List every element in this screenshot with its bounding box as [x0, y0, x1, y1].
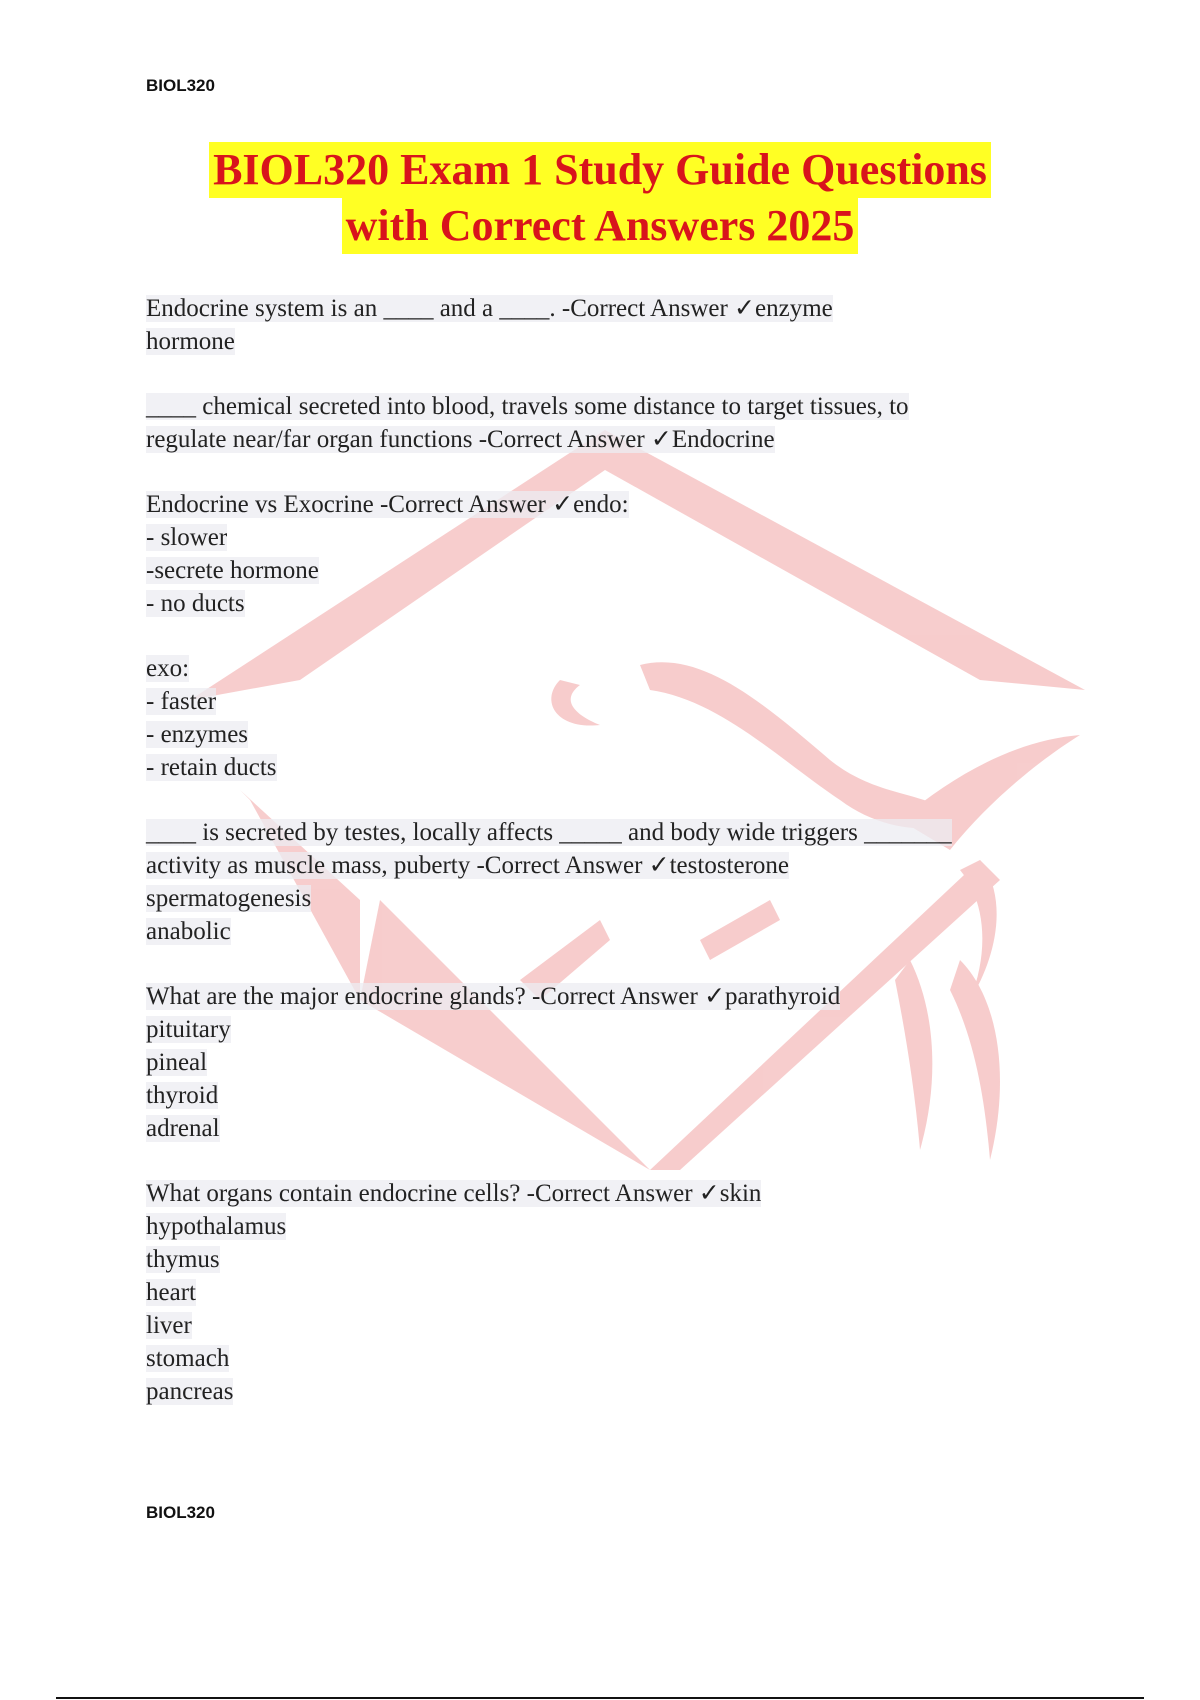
qa-line-text: hormone: [146, 328, 235, 355]
qa-line-text: pituitary: [146, 1016, 231, 1043]
qa-line-text: - enzymes: [146, 721, 249, 748]
qa-line: [146, 1112, 1066, 1145]
qa-line-text: hypothalamus: [146, 1213, 287, 1240]
qa-line: [146, 587, 1066, 620]
qa-line-text: anabolic: [146, 918, 231, 945]
qa-line: [146, 1375, 1066, 1408]
qa-line: [146, 751, 1066, 784]
qa-item: [146, 292, 1066, 358]
qa-line: [146, 325, 1066, 358]
qa-line: [146, 1276, 1066, 1309]
title-line-2: with Correct Answers 2025: [342, 198, 859, 254]
qa-line: [146, 1046, 1066, 1079]
qa-line-text: ____ chemical secreted into blood, travels some distance to target tissues, to: [146, 393, 909, 420]
qa-item: [146, 488, 1066, 620]
qa-line: [146, 488, 1066, 521]
qa-line-text: liver: [146, 1312, 192, 1339]
qa-line-text: What are the major endocrine glands? -Correct Answer ✓parathyroid: [146, 983, 841, 1010]
qa-line-text: exo:: [146, 655, 190, 682]
qa-item: [146, 816, 1066, 948]
qa-line-text: thyroid: [146, 1082, 219, 1109]
qa-line-text: ____ is secreted by testes, locally affects _____ and body wide triggers _______: [146, 819, 952, 846]
qa-line: [146, 980, 1066, 1013]
qa-line-text: - slower: [146, 524, 228, 551]
qa-line: [146, 1013, 1066, 1046]
title-line-1: BIOL320 Exam 1 Study Guide Questions: [209, 142, 991, 198]
qa-list: [146, 292, 1066, 1440]
qa-line-text: - faster: [146, 688, 217, 715]
qa-line: [146, 390, 1066, 423]
qa-line-text: Endocrine vs Exocrine -Correct Answer ✓endo:: [146, 491, 629, 518]
qa-line-text: regulate near/far organ functions -Correct Answer ✓Endocrine: [146, 426, 775, 453]
qa-line-text: pineal: [146, 1049, 208, 1076]
qa-line-text: activity as muscle mass, puberty -Correct Answer ✓testosterone: [146, 852, 790, 879]
qa-line: [146, 423, 1066, 456]
qa-line: [146, 554, 1066, 587]
document-title: [0, 142, 1200, 254]
qa-line: [146, 1177, 1066, 1210]
qa-line-text: stomach: [146, 1345, 230, 1372]
header-course-code: BIOL320: [146, 76, 215, 95]
qa-line: [146, 1309, 1066, 1342]
qa-line: [146, 1210, 1066, 1243]
qa-line: [146, 1342, 1066, 1375]
qa-line-text: - retain ducts: [146, 754, 277, 781]
qa-line: [146, 849, 1066, 882]
qa-line: [146, 685, 1066, 718]
qa-line-text: heart: [146, 1279, 196, 1306]
qa-line: [146, 652, 1066, 685]
qa-line: [146, 816, 1066, 849]
qa-line-text: What organs contain endocrine cells? -Correct Answer ✓skin: [146, 1180, 762, 1207]
qa-line: [146, 882, 1066, 915]
footer-course-code: BIOL320: [146, 1503, 215, 1522]
qa-line: [146, 521, 1066, 554]
qa-line-text: spermatogenesis: [146, 885, 312, 912]
qa-item: [146, 652, 1066, 784]
qa-item: [146, 980, 1066, 1145]
qa-line: [146, 1243, 1066, 1276]
qa-line-text: -secrete hormone: [146, 557, 319, 584]
qa-item: [146, 1177, 1066, 1408]
qa-line-text: pancreas: [146, 1378, 234, 1405]
qa-line-text: thymus: [146, 1246, 220, 1273]
qa-line-text: Endocrine system is an ____ and a ____. -Correct Answer ✓enzyme: [146, 295, 833, 322]
qa-line: [146, 292, 1066, 325]
qa-line: [146, 915, 1066, 948]
page-bottom-rule: [56, 1697, 1144, 1699]
qa-line-text: adrenal: [146, 1115, 220, 1142]
qa-item: [146, 390, 1066, 456]
qa-line: [146, 718, 1066, 751]
qa-line: [146, 1079, 1066, 1112]
qa-line-text: - no ducts: [146, 590, 245, 617]
